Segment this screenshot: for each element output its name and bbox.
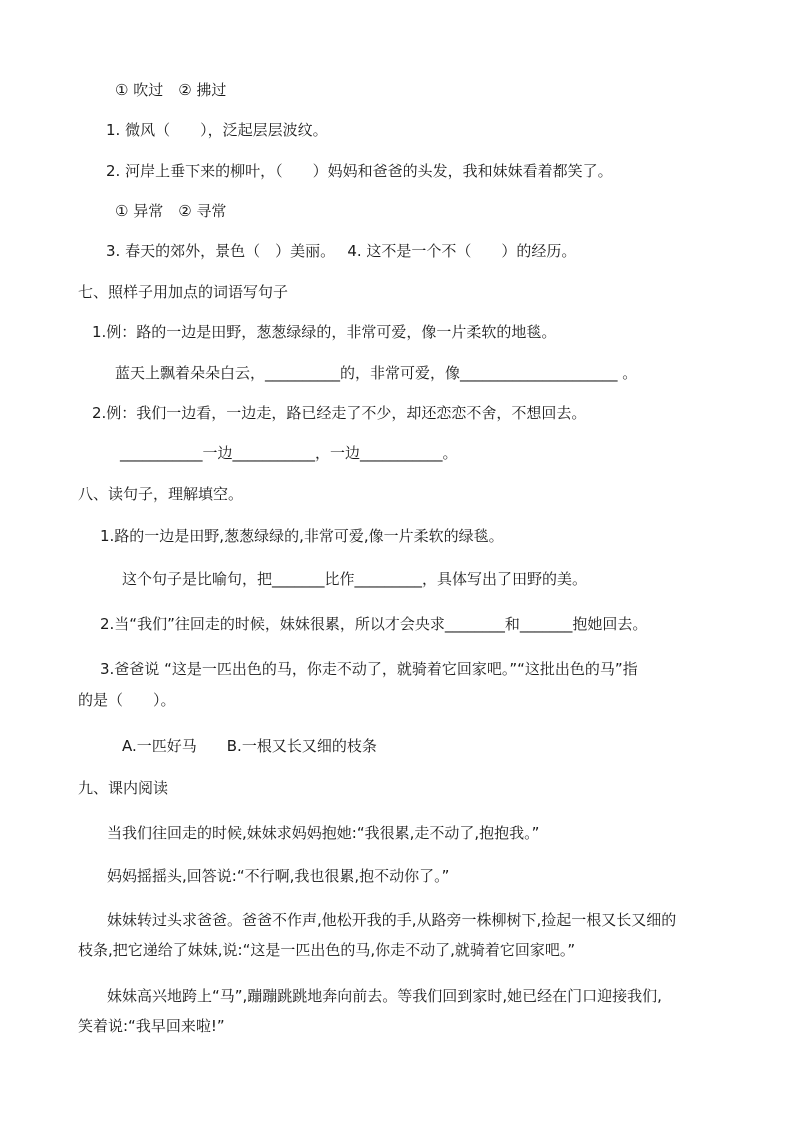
reading-question-3-continued: 的是（ ）。	[78, 691, 176, 709]
passage-paragraph-3-line-1: 妹妹转过头求爸爸。爸爸不作声,他松开我的手,从路旁一株柳树下,捡起一根又长又细的	[107, 911, 677, 929]
section-heading-7: 七、照样子用加点的词语写句子	[78, 283, 289, 301]
choice-options-2: ① 异常 ② 寻常	[115, 202, 227, 220]
passage-paragraph-1: 当我们往回走的时候,妹妹求妈妈抱她:“我很累,走不动了,抱抱我。”	[107, 824, 540, 842]
answer-options: A.一匹好马 B.一根又长又细的枝条	[122, 737, 377, 755]
example-sentence-2: 2.例：我们一边看，一边走，路已经走了不少，却还恋恋不舍，不想回去。	[92, 404, 587, 422]
choice-options-1: ① 吹过 ② 拂过	[115, 81, 227, 99]
passage-paragraph-2: 妈妈摇摇头,回答说:“不行啊,我也很累,抱不动你了。”	[107, 867, 450, 885]
passage-paragraph-4-line-1: 妹妹高兴地跨上“马”,蹦蹦跳跳地奔向前去。等我们回到家时,她已经在门口迎接我们,	[107, 987, 662, 1005]
section-heading-9: 九、课内阅读	[78, 779, 169, 797]
fill-sentence-2: ___________一边___________，一边___________。	[120, 444, 458, 462]
passage-paragraph-3-line-2: 枝条,把它递给了妹妹,说:“这是一匹出色的马,你走不动了,就骑着它回家吧。”	[78, 941, 576, 959]
reading-sentence-1: 1.路的一边是田野,葱葱绿绿的,非常可爱,像一片柔软的绿毯。	[100, 527, 504, 545]
example-sentence-1: 1.例：路的一边是田野，葱葱绿绿的，非常可爱，像一片柔软的地毯。	[92, 323, 557, 341]
fill-sentence-1: 蓝天上飘着朵朵白云，__________的，非常可爱，像_____________________ 。	[115, 364, 638, 382]
question-3-4: 3. 春天的郊外，景色（ ）美丽。 4. 这不是一个不（ ）的经历。	[106, 242, 577, 260]
question-2: 2. 河岸上垂下来的柳叶，（ ）妈妈和爸爸的头发，我和妹妹看着都笑了。	[106, 162, 613, 180]
reading-question-2: 2.当“我们”往回走的时候，妹妹很累，所以才会央求________和_______抱她回去。	[100, 615, 648, 633]
passage-paragraph-4-line-2: 笑着说:“我早回来啦!”	[78, 1017, 225, 1035]
reading-question-3: 3.爸爸说 “这是一匹出色的马，你走不动了，就骑着它回家吧。”“这批出色的马”指	[100, 660, 638, 678]
fill-blank-metaphor: 这个句子是比喻句，把_______比作_________，具体写出了田野的美。	[122, 570, 588, 588]
question-1: 1. 微风（ ），泛起层层波纹。	[106, 121, 328, 139]
section-heading-8: 八、读句子，理解填空。	[78, 485, 244, 503]
